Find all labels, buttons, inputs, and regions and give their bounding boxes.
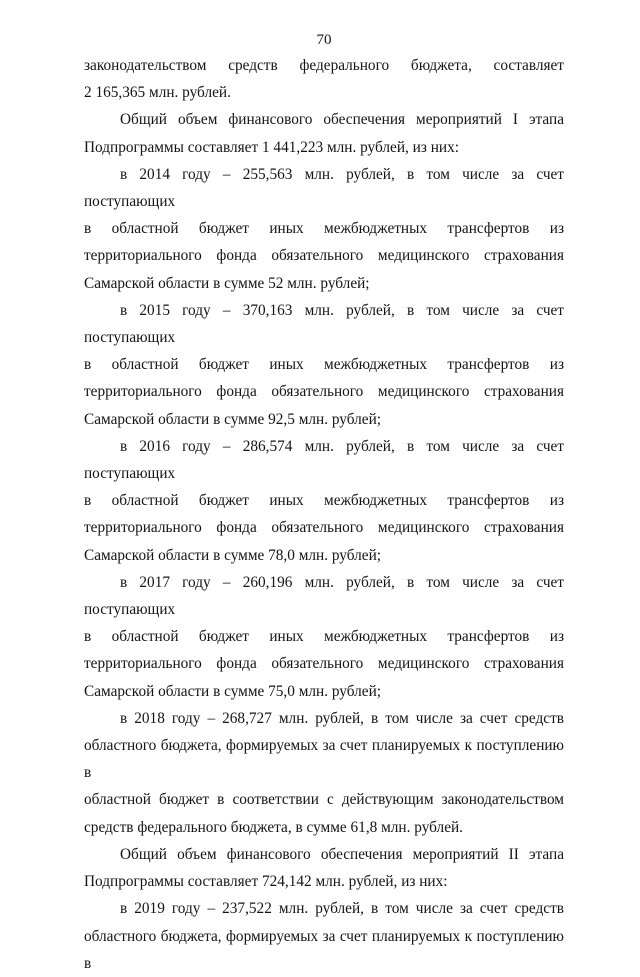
text-line: в областной бюджет иных межбюджетных трансфертов из (84, 356, 564, 374)
page-number: 70 (316, 32, 332, 48)
text-line: в 2014 году – 255,563 млн. рублей, в том числе за счет поступающих (84, 165, 564, 211)
text-line: Самарской области в сумме 78,0 млн. рублей; (84, 546, 382, 564)
text-line: законодательством средств федерального бюджета, составляет (84, 57, 564, 74)
paragraph (84, 433, 564, 569)
paragraph (84, 569, 564, 705)
text-line: областного бюджета, формируемых за счет планируемых к поступлению в (84, 737, 564, 782)
paragraph (84, 161, 564, 297)
text-line: в 2017 году – 260,196 млн. рублей, в том числе за счет поступающих (84, 573, 564, 619)
text-line: в 2018 году – 268,727 млн. рублей, в том числе за счет средств (120, 709, 564, 727)
text-line: Общий объем финансового обеспечения мероприятий I этапа (120, 111, 564, 129)
text-line: в областной бюджет иных межбюджетных трансфертов из (84, 628, 564, 646)
text-line: в 2016 году – 286,574 млн. рублей, в том числе за счет поступающих (84, 437, 564, 483)
text-line: областной бюджет в соответствии с действующим законодательством (84, 791, 564, 809)
text-line: в областной бюджет иных межбюджетных трансфертов из (84, 220, 564, 238)
paragraph (84, 106, 564, 160)
paragraph (84, 895, 564, 977)
paragraph (84, 52, 564, 106)
text-line: территориального фонда обязательного медицинского страхования (84, 519, 564, 537)
paragraph (84, 705, 564, 841)
text-line: Самарской области в сумме 75,0 млн. рублей; (84, 682, 382, 700)
text-line: 2 165,365 млн. рублей. (84, 84, 231, 102)
paragraph (84, 841, 564, 895)
text-line: Самарской области в сумме 52 млн. рублей; (84, 274, 370, 292)
text-line: в 2015 году – 370,163 млн. рублей, в том числе за счет поступающих (84, 301, 564, 347)
document-body (84, 52, 564, 977)
text-line: Подпрограммы составляет 724,142 млн. рублей, из них: (84, 873, 448, 891)
text-line: Общий объем финансового обеспечения мероприятий II этапа (120, 845, 564, 863)
paragraph (84, 297, 564, 433)
text-line: территориального фонда обязательного медицинского страхования (84, 247, 564, 265)
text-line: Подпрограммы составляет 1 441,223 млн. рублей, из них: (84, 138, 459, 156)
text-line: областного бюджета, формируемых за счет планируемых к поступлению в (84, 927, 564, 972)
text-line: территориального фонда обязательного медицинского страхования (84, 383, 564, 401)
text-line: в областной бюджет иных межбюджетных трансфертов из (84, 492, 564, 510)
text-line: территориального фонда обязательного медицинского страхования (84, 655, 564, 673)
text-line: в 2019 году – 237,522 млн. рублей, в том числе за счет средств (120, 900, 564, 918)
text-line: средств федерального бюджета, в сумме 61,8 млн. рублей. (84, 818, 463, 836)
text-line: Самарской области в сумме 92,5 млн. рублей; (84, 410, 382, 428)
